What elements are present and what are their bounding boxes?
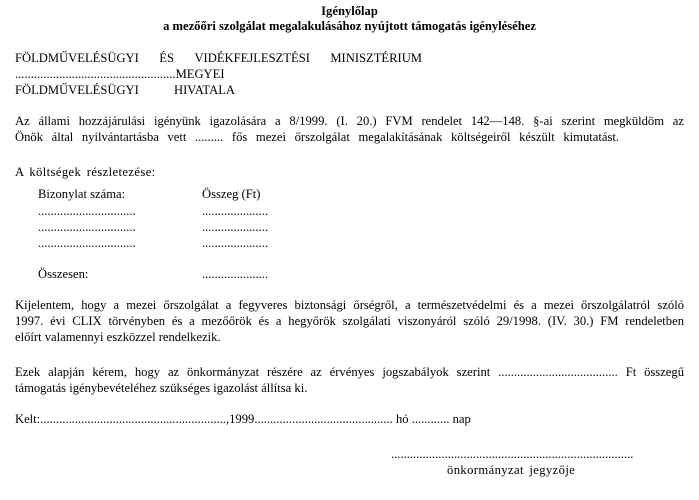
document-number-header: Bizonylat száma: — [38, 187, 126, 201]
amount-header: Összeg (Ft) — [202, 187, 261, 201]
form-subtitle: a mezőőri szolgálat megalakulásához nyújtott támogatás igényléséhez — [163, 19, 536, 33]
signature-line: ............................................................................. — [391, 447, 634, 461]
day-label: nap — [449, 412, 471, 426]
amount-field: ..................... — [202, 236, 269, 250]
date-label: Kelt: — [15, 412, 41, 426]
declaration-line-1: Kijelentem, hogy a mezei őrszolgálat a fegyveres biztonsági őrségről, a természetvédelmi és a mezei őrszolgálatról szóló — [15, 298, 684, 312]
declaration-line-3: előírt valamennyi eszközzel rendelkezik. — [15, 330, 221, 344]
addressee-word: FÖLDMŰVELÉSÜGYI — [15, 83, 139, 97]
month-field: ........................................... — [257, 412, 393, 426]
document-number-field: ............................... — [38, 236, 136, 250]
addressee-line-2: ...................................................MEGYEI — [15, 67, 225, 81]
total-label: Összesen: — [38, 267, 89, 281]
request-line-1: Ezek alapján kérem, hogy az önkormányzat részére az érvényes jogszabályok szerint ...................................... Ft összegű — [15, 365, 684, 379]
costs-heading: A költségek részletezése: — [15, 165, 156, 179]
addressee-word: FÖLDMŰVELÉSÜGYI — [15, 51, 139, 65]
addressee-word: MINISZTÉRIUM — [330, 51, 422, 65]
intro-line-1: Az állami hozzájárulási igényünk igazolására a 8/1999. (I. 20.) FVM rendelet 142—148. §-ai szerint megküldöm az — [15, 114, 684, 128]
addressee-line-1 — [15, 50, 422, 66]
form-title: Igénylőlap — [321, 4, 378, 18]
amount-field: ..................... — [202, 220, 269, 234]
addressee-line-3 — [15, 82, 235, 98]
intro-line-2: Önök által nyilvántartásba vett ......... fős mezei őrszolgálat megalakításának költségeiről készült kimutatást. — [15, 130, 619, 144]
date-line — [15, 411, 471, 427]
year-text: ,1999. — [225, 412, 258, 426]
addressee-word: VIDÉKFEJLESZTÉSI — [194, 51, 310, 65]
signature-label: önkormányzat jegyzője — [447, 463, 576, 477]
total-value-field: ..................... — [202, 267, 269, 281]
day-field: ............ — [411, 412, 450, 426]
addressee-word: ÉS — [159, 51, 174, 65]
declaration-line-2: 1997. évi CLIX törvényben és a mezőőrök és a hegyőrök szolgálati viszonyáról szóló 29/1998. (IV. 30.) FM rendeletben — [15, 314, 684, 328]
addressee-word: HIVATALA — [173, 83, 235, 97]
place-field: ........................................................... — [40, 412, 226, 426]
request-line-2: támogatás igénybevételéhez szükséges igazolást állítsa ki. — [15, 381, 308, 395]
document-number-field: ............................... — [38, 204, 136, 218]
amount-field: ..................... — [202, 204, 269, 218]
month-label: hó — [392, 412, 412, 426]
document-number-field: ............................... — [38, 220, 136, 234]
